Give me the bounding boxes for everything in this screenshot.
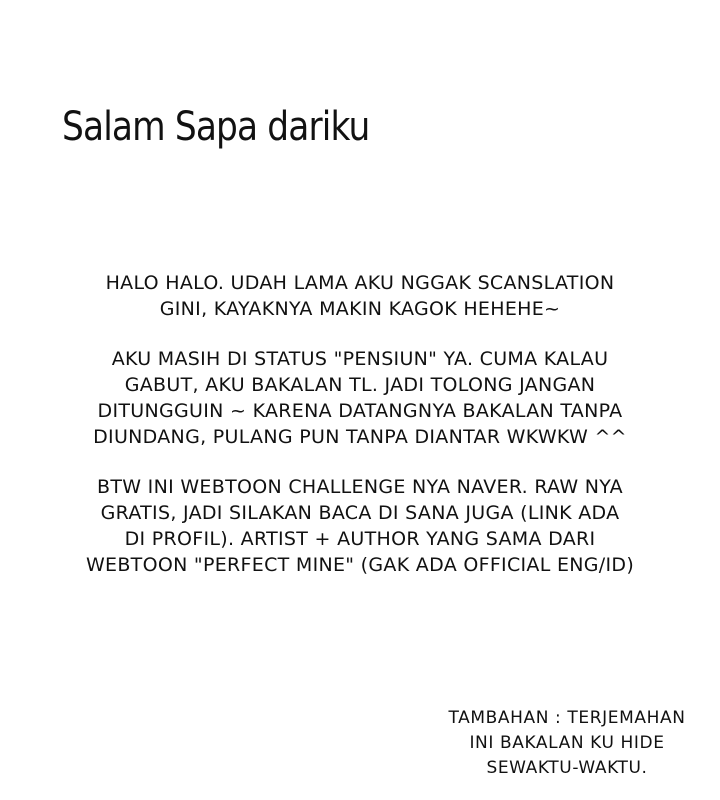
text-line: GABUT, AKU BAKALAN TL. JADI TOLONG JANGAN: [124, 374, 596, 396]
info-paragraph: [40, 474, 680, 578]
note-line: TAMBAHAN : TERJEMAHAN: [448, 708, 686, 728]
text-line: GINI, KAYAKNYA MAKIN KAGOK HEHEHE~: [159, 298, 561, 320]
text-line: WEBTOON "PERFECT MINE" (GAK ADA OFFICIAL ENG/ID): [85, 554, 635, 576]
additional-note: [424, 706, 710, 781]
text-line: HALO HALO. UDAH LAMA AKU NGGAK SCANSLATION: [105, 272, 615, 294]
text-line: DITUNGGUIN ~ KARENA DATANGNYA BAKALAN TANPA: [97, 400, 623, 422]
status-paragraph: [40, 346, 680, 450]
page-title: Salam Sapa dariku: [62, 104, 370, 150]
text-line: BTW INI WEBTOON CHALLENGE NYA NAVER. RAW NYA: [97, 476, 623, 498]
greeting-paragraph: [40, 270, 680, 322]
text-line: DI PROFIL). ARTIST + AUTHOR YANG SAMA DARI: [124, 528, 596, 550]
note-line: INI BAKALAN KU HIDE: [469, 733, 665, 753]
text-line: GRATIS, JADI SILAKAN BACA DI SANA JUGA (LINK ADA: [100, 502, 620, 524]
text-line: DIUNDANG, PULANG PUN TANPA DIANTAR WKWKW ^^: [93, 426, 627, 448]
note-line: SEWAKTU-WAKTU.: [486, 758, 648, 778]
text-line: AKU MASIH DI STATUS "PENSIUN" YA. CUMA KALAU: [111, 348, 609, 370]
